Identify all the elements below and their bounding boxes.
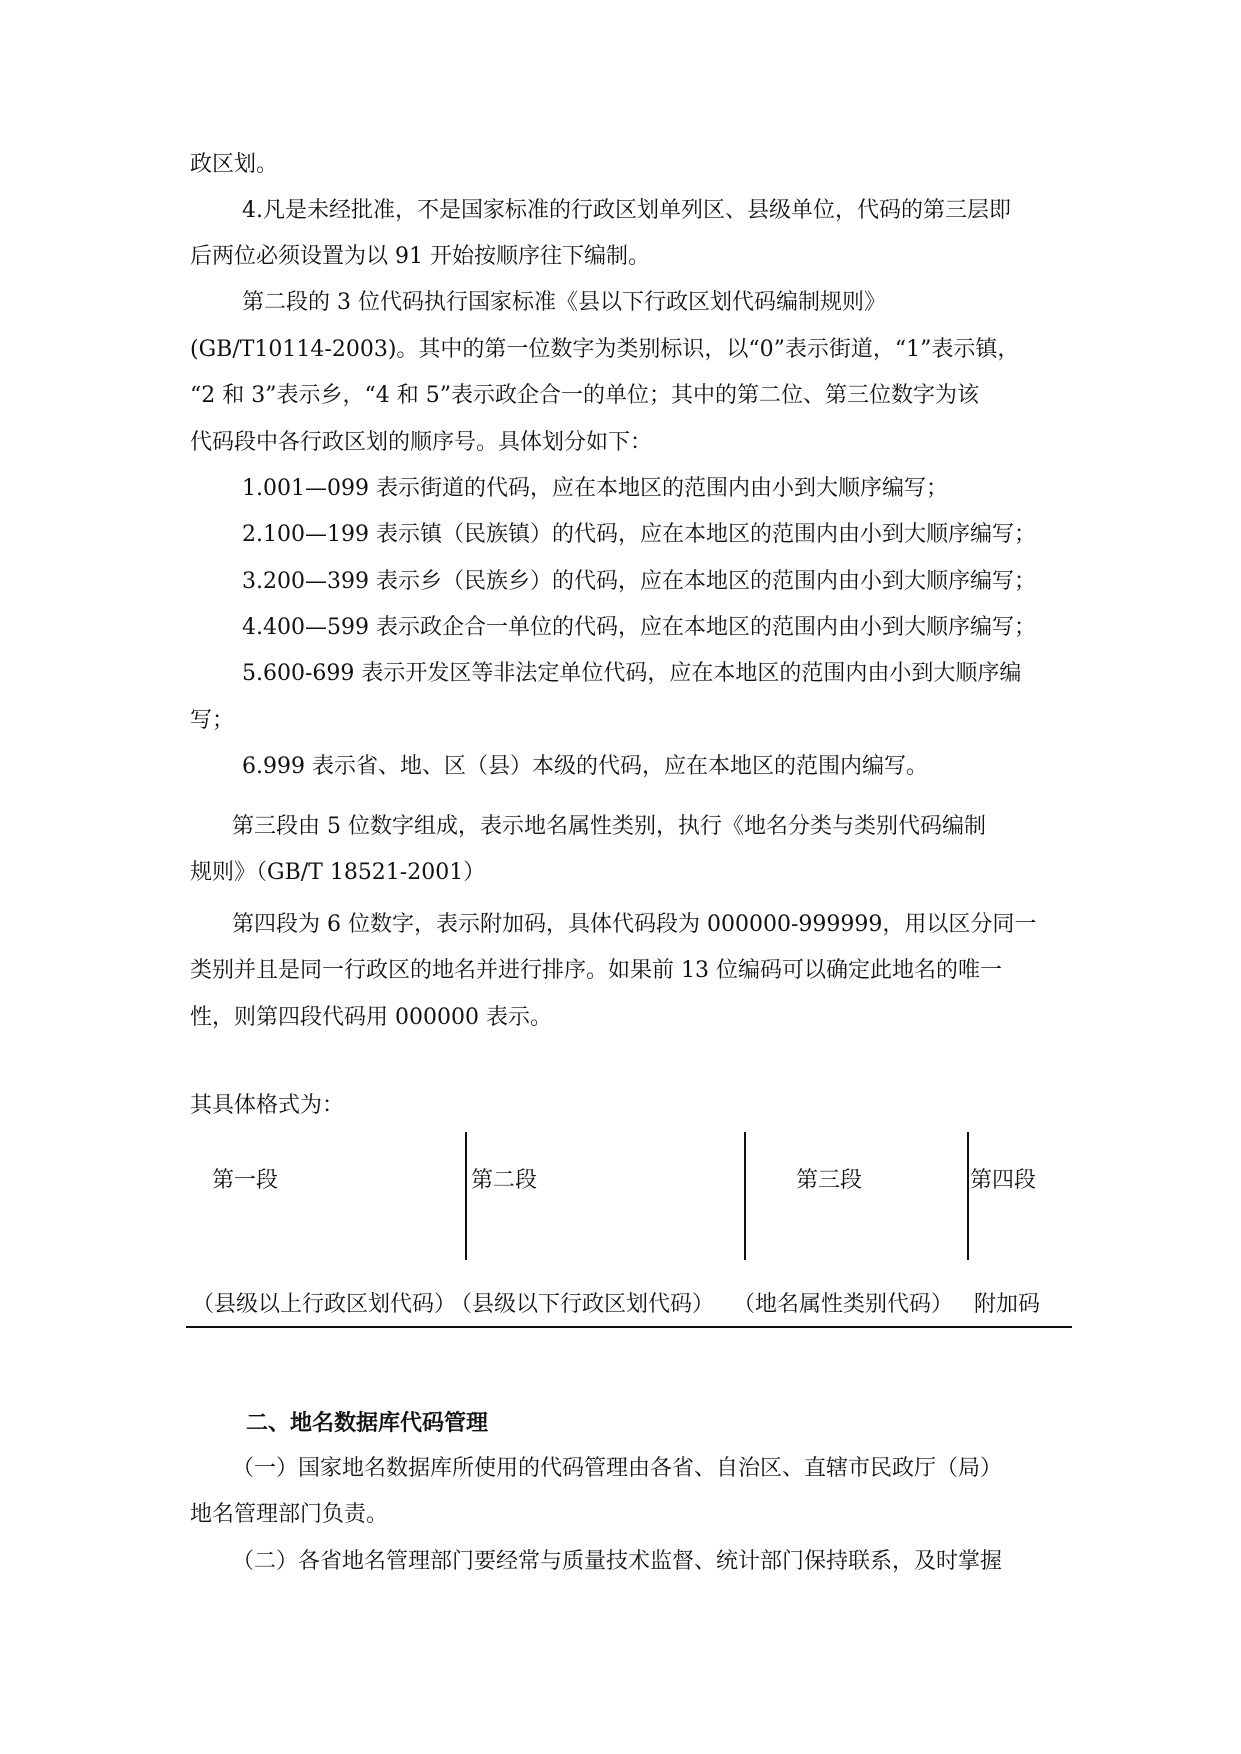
segment-desc-1: （县级以上行政区划代码）: [192, 1292, 457, 1317]
paragraph-line: “2 和 3”表示乡，“4 和 5”表示政企合一的单位；其中的第二位、第三位数字为该: [190, 383, 979, 408]
list-item: 5.600-699 表示开发区等非法定单位代码，应在本地区的范围内由小到大顺序编: [242, 661, 1022, 686]
paragraph-line: (GB/T10114-2003)。其中的第一位数字为类别标识，以“0”表示街道，“1”表示镇，: [190, 337, 1020, 362]
segment-desc-2: （县级以下行政区划代码）: [450, 1292, 715, 1317]
paragraph-line: 规则》（GB/T 18521-2001）: [190, 860, 486, 885]
segment-divider: [744, 1132, 746, 1260]
paragraph-line: 地名管理部门负责。: [190, 1502, 389, 1527]
list-item: 1.001—099 表示街道的代码，应在本地区的范围内由小到大顺序编写；: [242, 476, 948, 501]
list-item: 3.200—399 表示乡（民族乡）的代码，应在本地区的范围内由小到大顺序编写；: [242, 569, 1036, 594]
paragraph-line: 第二段的 3 位代码执行国家标准《县以下行政区划代码编制规则》: [242, 290, 886, 315]
paragraph-line: 代码段中各行政区划的顺序号。具体划分如下：: [190, 430, 653, 455]
segment-label-2: 第二段: [471, 1168, 538, 1193]
list-item: 4.400—599 表示政企合一单位的代码，应在本地区的范围内由小到大顺序编写；: [242, 615, 1036, 640]
segment-divider: [465, 1132, 467, 1260]
paragraph-line: 政区划。: [190, 152, 279, 177]
segment-divider: [967, 1132, 969, 1260]
paragraph-line: （二）各省地名管理部门要经常与质量技术监督、统计部门保持联系，及时掌握: [232, 1549, 1003, 1574]
section-heading: 二、地名数据库代码管理: [246, 1410, 489, 1436]
format-intro: 其具体格式为：: [190, 1093, 345, 1118]
paragraph-line: 写；: [190, 708, 235, 733]
paragraph-line: 第四段为 6 位数字，表示附加码，具体代码段为 000000-999999，用以区分同一: [232, 912, 1037, 937]
table-bottom-rule: [186, 1326, 1072, 1328]
segment-label-3: 第三段: [796, 1168, 863, 1193]
segment-label-4: 第四段: [970, 1168, 1037, 1193]
segment-desc-4: 附加码: [974, 1292, 1041, 1317]
paragraph-line: （一）国家地名数据库所使用的代码管理由各省、自治区、直辖市民政厅（局）: [232, 1456, 1003, 1481]
list-item: 2.100—199 表示镇（民族镇）的代码，应在本地区的范围内由小到大顺序编写；: [242, 522, 1036, 547]
segment-label-1: 第一段: [212, 1168, 279, 1193]
paragraph-line: 4.凡是未经批准，不是国家标准的行政区划单列区、县级单位，代码的第三层即: [242, 198, 1011, 223]
paragraph-line: 第三段由 5 位数字组成，表示地名属性类别，执行《地名分类与类别代码编制: [232, 814, 986, 839]
paragraph-line: 类别并且是同一行政区的地名并进行排序。如果前 13 位编码可以确定此地名的唯一: [190, 958, 1002, 983]
list-item: 6.999 表示省、地、区（县）本级的代码，应在本地区的范围内编写。: [242, 754, 928, 779]
paragraph-line: 性，则第四段代码用 000000 表示。: [190, 1005, 552, 1030]
segment-desc-3: （地名属性类别代码）: [733, 1292, 954, 1317]
paragraph-line: 后两位必须设置为以 91 开始按顺序往下编制。: [190, 244, 650, 269]
